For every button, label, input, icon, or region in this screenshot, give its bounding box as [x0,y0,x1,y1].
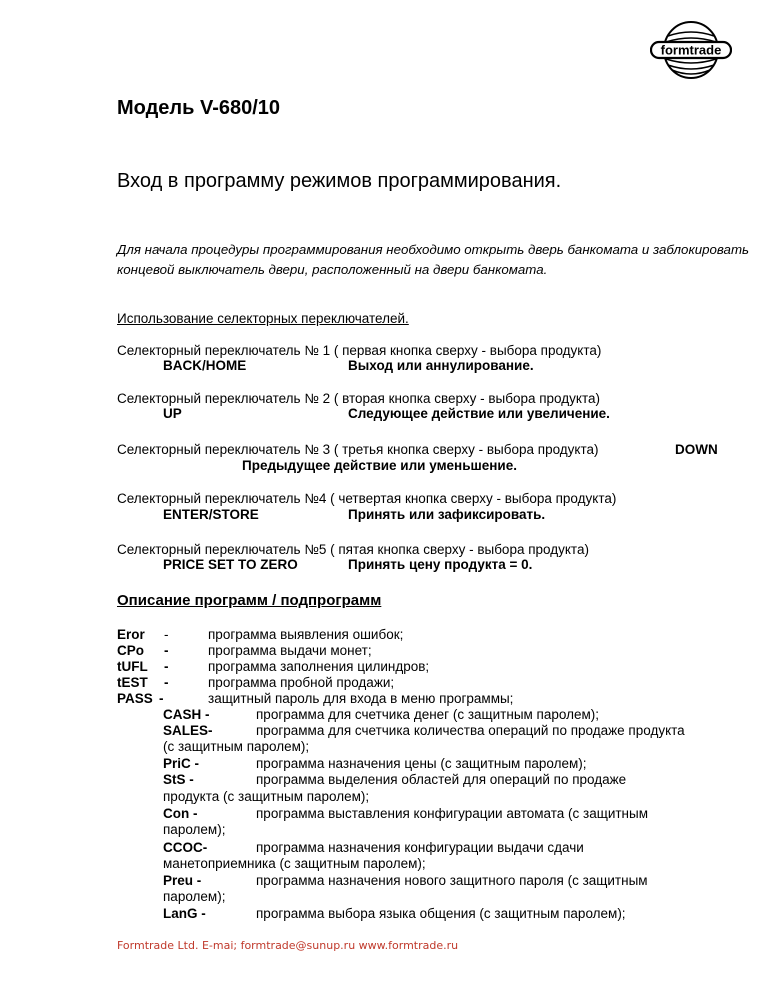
selector-line: Селекторный переключатель № 2 ( вторая кнопка сверху - выбора продукта) [117,391,600,406]
selector-desc: Предыдущее действие или уменьшение. [242,458,517,473]
program-desc: программа выдачи монет; [208,643,372,658]
program-dash: - [164,643,169,658]
subprogram-desc: программа для счетчика количества операций по продаже продукта [256,723,685,738]
subprogram-desc: программа выделения областей для операций по продаже [256,772,627,787]
selector-key: BACK/HOME [163,358,247,373]
selector-key: UP [163,406,182,421]
selector-desc: Следующее действие или увеличение. [348,406,610,421]
selector-key: PRICE SET TO ZERO [163,557,298,572]
selector-desc: Принять цену продукта = 0. [348,557,533,572]
subprogram-code: CASH - [163,707,210,722]
subprogram-desc-cont: паролем); [163,889,226,904]
programs-heading: Описание программ / подпрограмм [117,592,382,609]
subprogram-code: LanG - [163,906,206,921]
subprogram-desc: программа для счетчика денег (с защитным паролем); [256,707,600,722]
subprogram-desc: программа назначения конфигурации выдачи сдачи [256,840,584,855]
subprogram-code: Preu - [163,873,202,888]
selectors-heading: Использование селекторных переключателей. [117,311,409,326]
program-dash: - [164,675,169,690]
page-title: Модель V-680/10 [117,97,281,119]
subprogram-code: StS - [163,772,194,787]
selector-line: Селекторный переключатель №4 ( четвертая кнопка сверху - выбора продукта) [117,491,617,506]
subprogram-code: Con - [163,806,198,821]
formtrade-logo [650,18,732,82]
selector-line: Селекторный переключатель №5 ( пятая кнопка сверху - выбора продукта) [117,542,589,557]
selector-desc: Выход или аннулирование. [348,358,534,373]
subprogram-desc: программа выставления конфигурации автомата (с защитным [256,806,649,821]
subprogram-code: CCOC- [163,840,208,855]
program-desc: программа выявления ошибок; [208,627,404,642]
subprogram-desc: программа выбора языка общения (с защитным паролем); [256,906,626,921]
section-title: Вход в программу режимов программирования. [117,170,562,192]
subprogram-desc: программа назначения нового защитного пароля (с защитным [256,873,648,888]
program-code: tUFL [117,659,148,674]
program-dash: - [164,627,169,642]
subprogram-desc-cont: манетоприемника (с защитным паролем); [163,856,426,871]
program-code: tEST [117,675,148,690]
selector-key: DOWN [675,442,718,457]
selector-line: Селекторный переключатель № 1 ( первая кнопка сверху - выбора продукта) [117,343,602,358]
program-code: Eror [117,627,145,642]
subprogram-desc-cont: паролем); [163,822,226,837]
subprogram-code: PriC - [163,756,200,771]
subprogram-desc: программа назначения цены (с защитным паролем); [256,756,587,771]
intro-paragraph: Для начала процедуры программирования необходимо открыть дверь банкомата и заблокировать концевой выключатель двери, расположенный на двери банкомата. [117,242,750,277]
subprogram-code: SALES- [163,723,213,738]
subprogram-desc-cont: (с защитным паролем); [163,739,310,754]
program-dash: - [164,659,169,674]
selector-desc: Принять или зафиксировать. [348,507,546,522]
program-code: CPo [117,643,144,658]
program-dash: - [159,691,164,706]
footer-contacts: Formtrade Ltd. E-mai; formtrade@sunup.ru www.formtrade.ru [117,939,459,952]
program-code: PASS [117,691,153,706]
logo-text: formtrade [660,42,722,58]
program-desc: программа заполнения цилиндров; [208,659,430,674]
subprogram-desc-cont: продукта (с защитным паролем); [163,789,370,804]
selector-key: ENTER/STORE [163,507,259,522]
program-desc: программа пробной продажи; [208,675,395,690]
program-desc: защитный пароль для входа в меню программы; [208,691,514,706]
selector-line: Селекторный переключатель № 3 ( третья кнопка сверху - выбора продукта) [117,442,599,457]
